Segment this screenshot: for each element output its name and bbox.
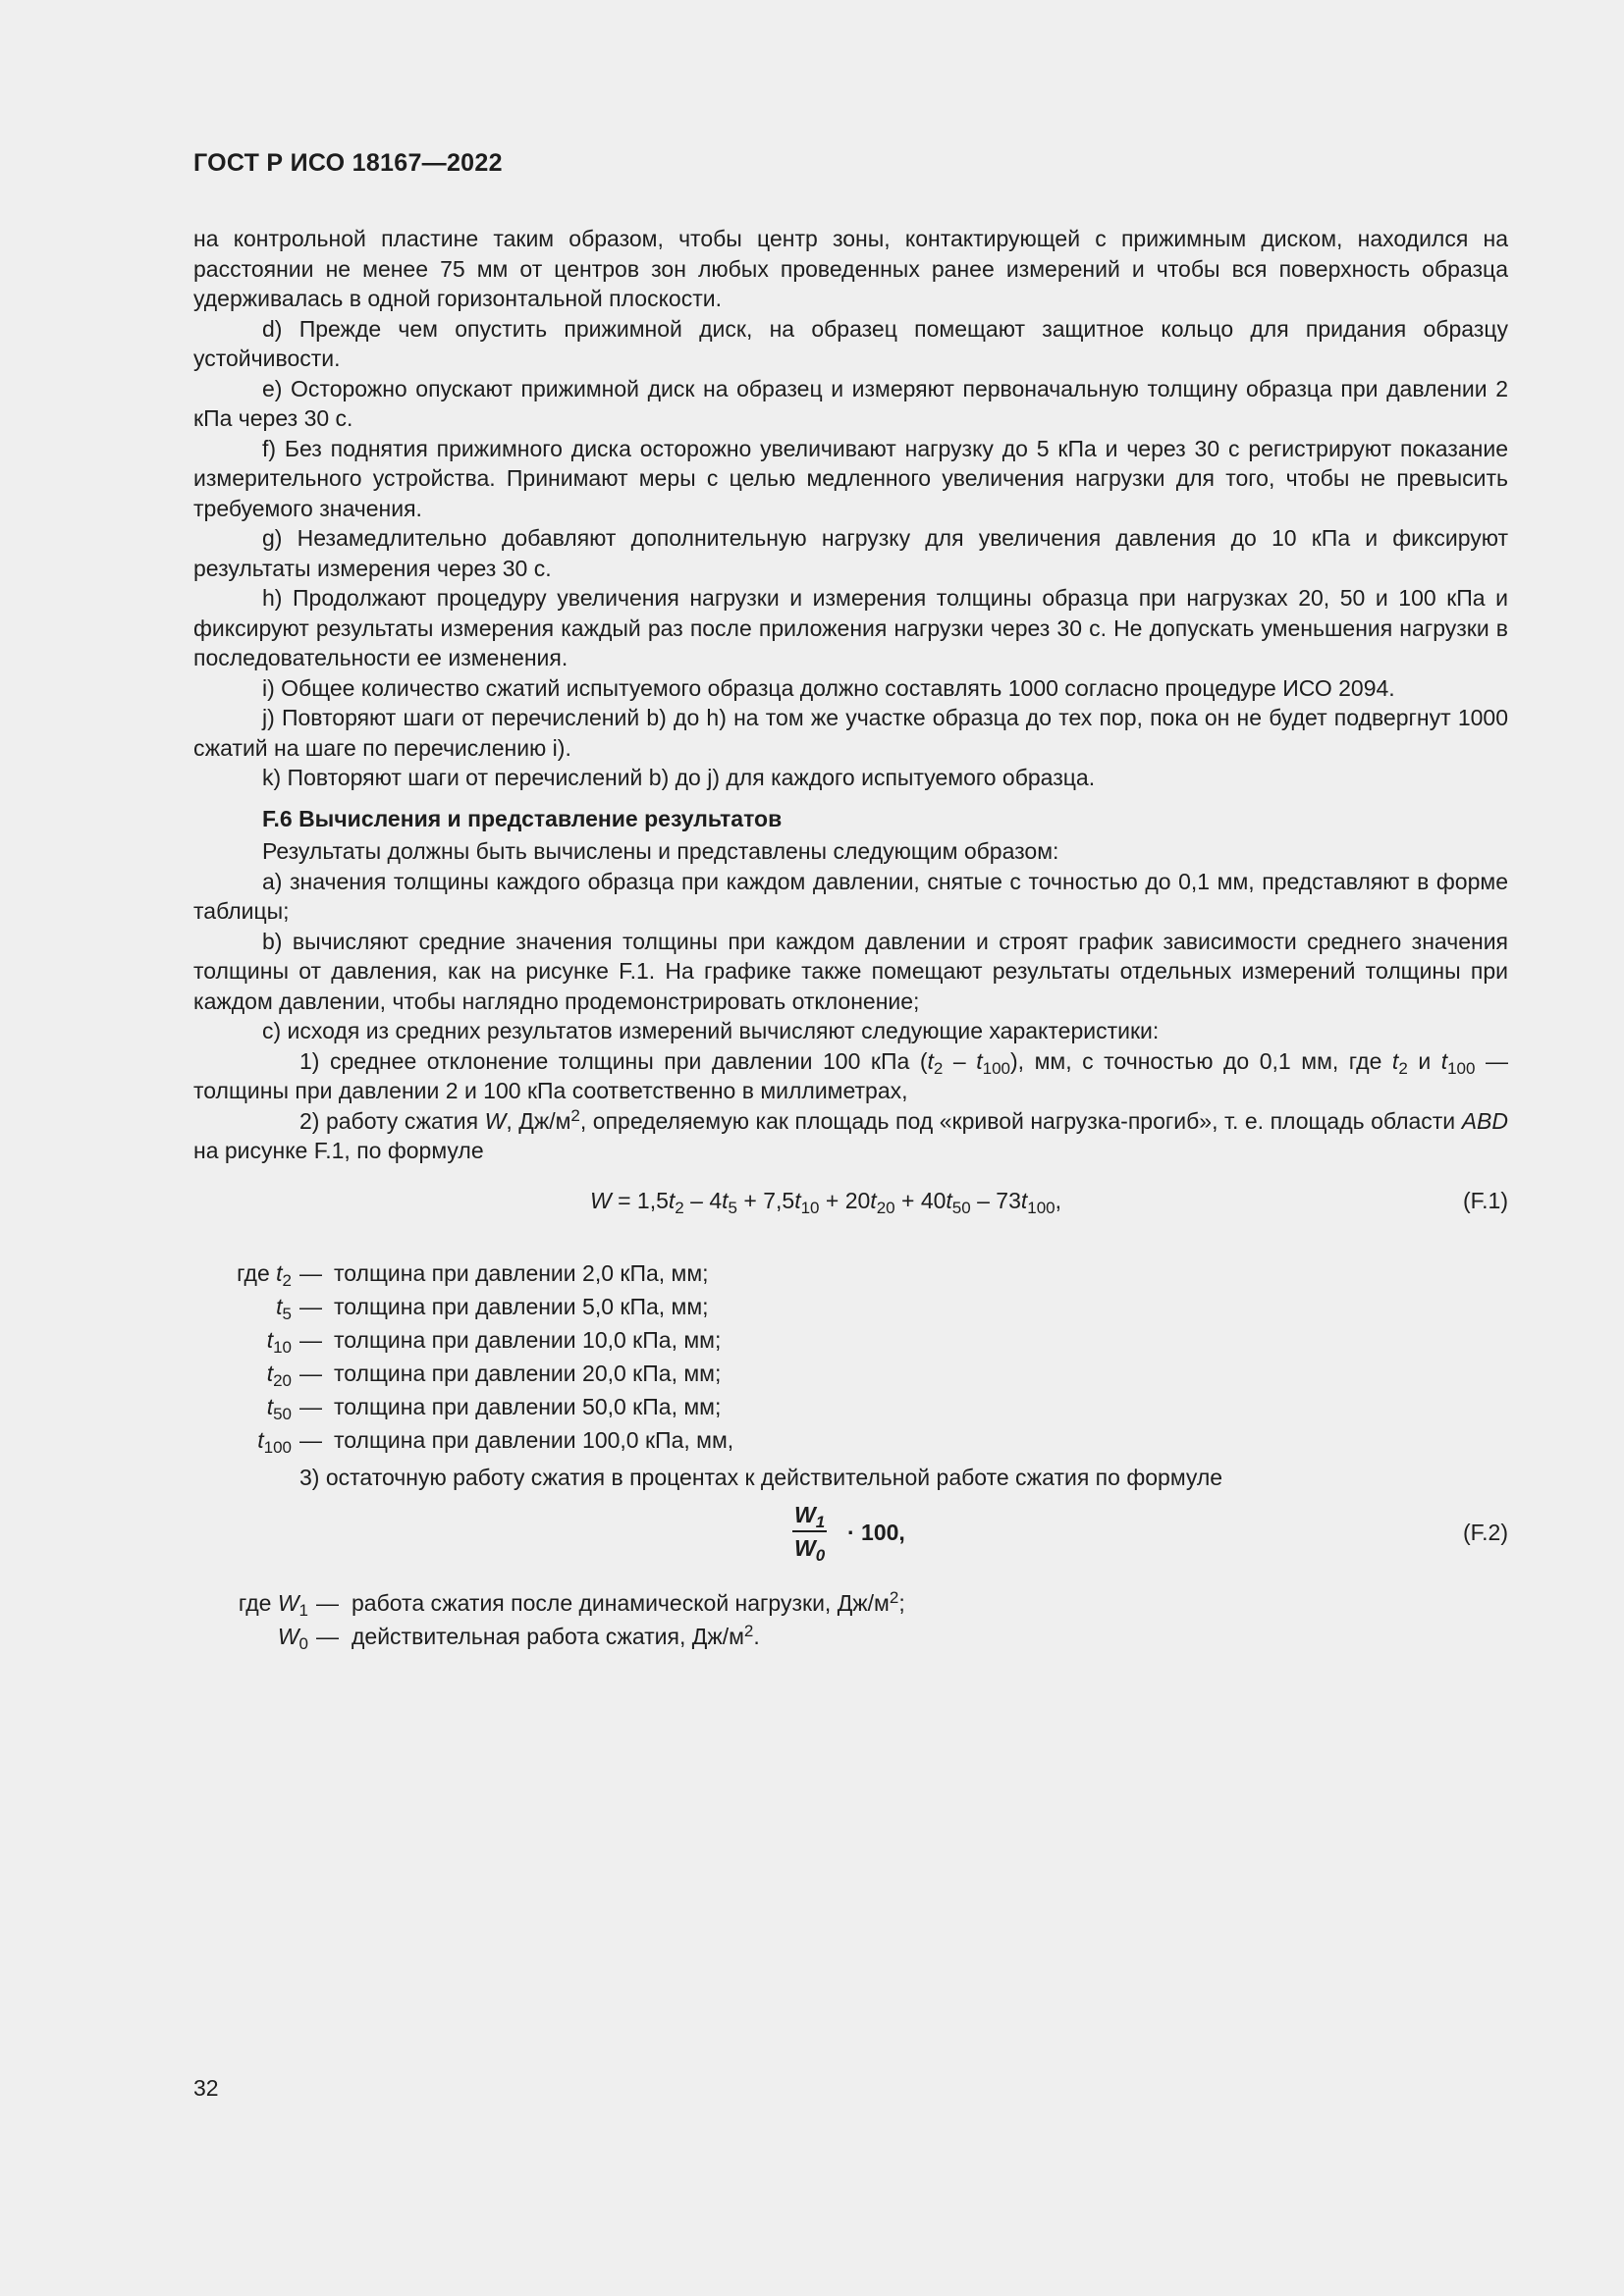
list-item-c: c) исходя из средних результатов измерений вычисляют следующие характеристики: xyxy=(262,1018,1160,1043)
list-item-g: g) Незамедлительно добавляют дополнительную нагрузку для увеличения давления до 10 кПа и фиксируют результаты измерения через 30 с. xyxy=(193,525,1508,581)
where1-symbol: $t_5$ xyxy=(276,1293,292,1323)
where2-dash: — xyxy=(316,1590,339,1616)
section-title: F.6 Вычисления и представление результатов xyxy=(262,805,783,831)
page-content xyxy=(193,224,1508,1653)
page-number: 32 xyxy=(193,2075,219,2101)
formula-f2-number: (F.2) xyxy=(1463,1520,1508,1545)
where-list-2 xyxy=(193,1586,905,1653)
where1-row xyxy=(193,1256,733,1290)
list-item-e: e) Осторожно опускают прижимной диск на образец и измеряют первоначальную толщину образца при давлении 2 кПа через 30 с. xyxy=(193,375,1508,431)
list-item-i: i) Общее количество сжатий испытуемого образца должно составлять 1000 согласно процедуре ИСО 2094. xyxy=(262,674,1395,701)
where-list-1 xyxy=(193,1256,733,1457)
where1-row xyxy=(193,1323,733,1357)
where1-dash: — xyxy=(299,1293,322,1319)
list-item-f: f) Без поднятия прижимного диска осторожно увеличивают нагрузку до 5 кПа и через 30 с регистрируют показание измерительного устройства. Принимают меры с целью медленного увеличения нагрузки для того, чтобы не превысить требуемого значения. xyxy=(193,435,1508,521)
where1-symbol: $t_{100}$ xyxy=(257,1426,292,1457)
list-item-k: k) Повторяют шаги от перечислений b) до j) для каждого испытуемого образца. xyxy=(262,765,1096,790)
where1-description: толщина при давлении 50,0 кПа, мм; xyxy=(334,1393,722,1419)
list-item-h: h) Продолжают процедуру увеличения нагрузки и измерения толщины образца при нагрузках 20, 50 и 100 кПа и фиксируют результаты измерения каждый раз после приложения нагрузки через 30 с. Не допускать уменьшения нагрузки в последовательности ее изменения. xyxy=(193,585,1508,670)
where2-symbol: где $W_1$ xyxy=(238,1590,308,1620)
formula-f2-fraction xyxy=(792,1500,827,1563)
list-item-b: b) вычисляют средние значения толщины при каждом давлении и строят график зависимости среднего значения толщины от давления, как на рисунке F.1. На графике также помещают результаты отдельных измерений толщины при каждом давлении, чтобы наглядно продемонстрировать отклонение; xyxy=(193,928,1508,1014)
where2-symbol: $W_0$ xyxy=(277,1624,308,1653)
list-item-c3: 3) остаточную работу сжатия в процентах к действительной работе сжатия по формуле xyxy=(299,1464,1223,1490)
where1-symbol: где $t_2$ xyxy=(237,1259,292,1290)
where2-row xyxy=(193,1620,905,1653)
where2-description: действительная работа сжатия, $Дж/м^2$. xyxy=(352,1622,760,1649)
where1-symbol: $t_{20}$ xyxy=(266,1360,292,1390)
where1-description: толщина при давлении 10,0 кПа, мм; xyxy=(334,1326,722,1353)
where1-dash: — xyxy=(299,1259,322,1286)
formula-f2-denominator: $W_0$ xyxy=(794,1535,826,1565)
list-item-d: d) Прежде чем опустить прижимной диск, на образец помещают защитное кольцо для придания образцу устойчивости. xyxy=(193,315,1508,371)
section-intro: Результаты должны быть вычислены и представлены следующим образом: xyxy=(262,838,1059,864)
where2-dash: — xyxy=(316,1624,339,1649)
document-header: ГОСТ Р ИСО 18167—2022 xyxy=(193,149,503,177)
formula-f1-number: (F.1) xyxy=(1463,1187,1508,1213)
list-item-c1: 1) среднее отклонение толщины при давлении 100 кПа $(t_2 - t_{100})$, мм, с точностью до 0,1 мм, где $t_2$ и $t_{100}$ — толщины при давлении 2 и 100 кПа соответственно в миллиметрах, xyxy=(193,1047,1509,1103)
where1-symbol: $t_{50}$ xyxy=(266,1393,292,1423)
where2-row xyxy=(193,1586,905,1620)
where1-dash: — xyxy=(299,1326,322,1353)
formula-f2-multiplier: · 100, xyxy=(847,1520,905,1545)
formula-f1 xyxy=(193,1166,1508,1256)
list-item-a: a) значения толщины каждого образца при каждом давлении, снятые с точностью до 0,1 мм, представляют в форме таблицы; xyxy=(193,868,1508,924)
where1-row xyxy=(193,1290,733,1323)
formula-f2-numerator: $W_1$ xyxy=(794,1502,826,1531)
where1-row xyxy=(193,1423,733,1457)
where1-dash: — xyxy=(299,1426,322,1453)
formula-f2 xyxy=(193,1498,1508,1586)
where1-description: толщина при давлении 5,0 кПа, мм; xyxy=(334,1293,709,1319)
paragraph-continued: на контрольной пластине таким образом, чтобы центр зоны, контактирующей с прижимным диском, находился на расстоянии не менее 75 мм от центров зон любых проведенных ранее измерений и чтобы вся поверхность образца удерживалась в одной горизонтальной плоскости. xyxy=(193,226,1508,311)
where1-dash: — xyxy=(299,1360,322,1386)
where1-row xyxy=(193,1390,733,1423)
where1-row xyxy=(193,1357,733,1390)
where1-description: толщина при давлении 100,0 кПа, мм, xyxy=(334,1426,734,1453)
where1-description: толщина при давлении 20,0 кПа, мм; xyxy=(334,1360,722,1386)
formula-f1-expression: $W = 1,5t_2 - 4t_5 + 7,5t_{10} + 20t_{20} + 40t_{50} - 73t_{100}$, xyxy=(590,1187,1062,1217)
where1-description: толщина при давлении 2,0 кПа, мм; xyxy=(334,1259,709,1286)
where1-symbol: $t_{10}$ xyxy=(266,1326,292,1357)
where1-dash: — xyxy=(299,1393,322,1419)
list-item-c2: 2) работу сжатия W, $Дж/м^2$, определяемую как площадь под «кривой нагрузка-прогиб», т. е. площадь области ABD на рисунке F.1, по формуле xyxy=(193,1105,1508,1163)
list-item-j: j) Повторяют шаги от перечислений b) до h) на том же участке образца до тех пор, пока он не будет подвергнут 1000 сжатий на шаге по перечислению i). xyxy=(193,705,1508,761)
where2-description: работа сжатия после динамической нагрузки, $Дж/м^2$; xyxy=(352,1588,905,1616)
